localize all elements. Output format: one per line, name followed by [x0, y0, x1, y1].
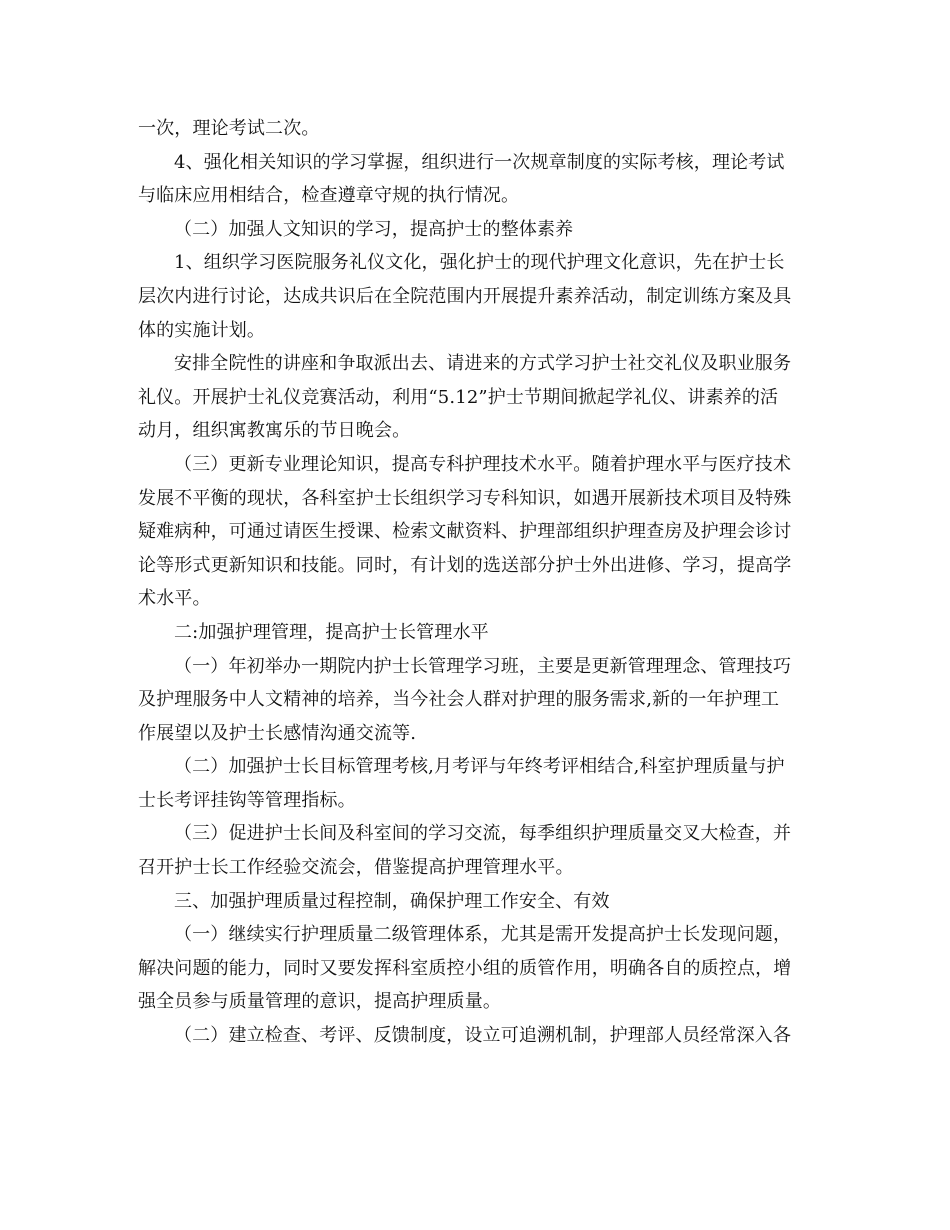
text-line: 礼仪。开展护士礼仪竞赛活动，利用“5.12”护士节期间掀起学礼仪、讲素养的活 — [138, 386, 779, 408]
paragraph — [138, 347, 818, 448]
section-heading — [138, 616, 818, 650]
text-line: 体的实施计划。 — [138, 319, 266, 341]
text-line: 二:加强护理管理，提高护士长管理水平 — [174, 621, 489, 643]
text-line: 术水平。 — [138, 588, 211, 610]
paragraph — [138, 650, 818, 751]
text-line: 发展不平衡的现状，各科室护士长组织学习专科知识，如遇开展新技术项目及特殊 — [138, 487, 792, 509]
text-line: 与临床应用相结合，检查遵章守规的执行情况。 — [138, 185, 520, 207]
section-heading — [138, 213, 818, 247]
paragraph — [138, 1019, 818, 1053]
text-line: 及护理服务中人文精神的培养，当今社会人群对护理的服务需求,新的一年护理工 — [138, 689, 780, 711]
text-line: 士长考评挂钩等管理指标。 — [138, 789, 356, 811]
text-line: （一）年初举办一期院内护士长管理学习班，主要是更新管理理念、管理技巧 — [174, 655, 792, 677]
text-line: 召开护士长工作经验交流会，借鉴提高护理管理水平。 — [138, 857, 574, 879]
paragraph — [138, 246, 818, 347]
text-line: （二）建立检查、考评、反馈制度，设立可追溯机制，护理部人员经常深入各 — [174, 1025, 792, 1047]
text-line: 论等形式更新知识和技能。同时，有计划的选送部分护士外出进修、学习，提高学 — [138, 554, 792, 576]
text-line: 疑难病种，可通过请医生授课、检索文献资料、护理部组织护理查房及护理会诊讨 — [138, 521, 792, 543]
text-line: （一）继续实行护理质量二级管理体系，尤其是需开发提高护士长发现问题， — [174, 924, 792, 946]
text-line: 作展望以及护士长感情沟通交流等. — [138, 722, 417, 744]
text-line: 4、强化相关知识的学习掌握，组织进行一次规章制度的实际考核，理论考试 — [174, 151, 785, 173]
text-line: 安排全院性的讲座和争取派出去、请进来的方式学习护士社交礼仪及职业服务 — [174, 353, 792, 375]
text-line: 动月，组织寓教寓乐的节日晚会。 — [138, 420, 411, 442]
text-line: （三）更新专业理论知识，提高专科护理技术水平。随着护理水平与医疗技术 — [174, 453, 792, 475]
text-line: 强全员参与质量管理的意识，提高护理质量。 — [138, 991, 501, 1013]
text-line: 解决问题的能力，同时又要发挥科室质控小组的质管作用，明确各自的质控点，增 — [138, 957, 792, 979]
paragraph — [138, 750, 818, 817]
paragraph — [138, 146, 818, 213]
paragraph — [138, 448, 818, 616]
text-line: 层次内进行讨论，达成共识后在全院范围内开展提升素养活动，制定训练方案及具 — [138, 285, 792, 307]
paragraph — [138, 817, 818, 884]
paragraph — [138, 112, 818, 146]
text-line: 1、组织学习医院服务礼仪文化，强化护士的现代护理文化意识，先在护士长 — [174, 252, 785, 274]
paragraph — [138, 918, 818, 1019]
section-heading — [138, 885, 818, 919]
text-line: 一次，理论考试二次。 — [138, 118, 320, 139]
text-line: （二）加强护士长目标管理考核,月考评与年终考评相结合,科室护理质量与护 — [174, 756, 785, 778]
text-line: 三、加强护理质量过程控制，确保护理工作安全、有效 — [174, 890, 610, 912]
text-line: （三）促进护士长间及科室间的学习交流，每季组织护理质量交叉大检查，并 — [174, 823, 792, 845]
text-line: （二）加强人文知识的学习，提高护士的整体素养 — [174, 218, 574, 240]
document-body — [138, 112, 818, 1053]
